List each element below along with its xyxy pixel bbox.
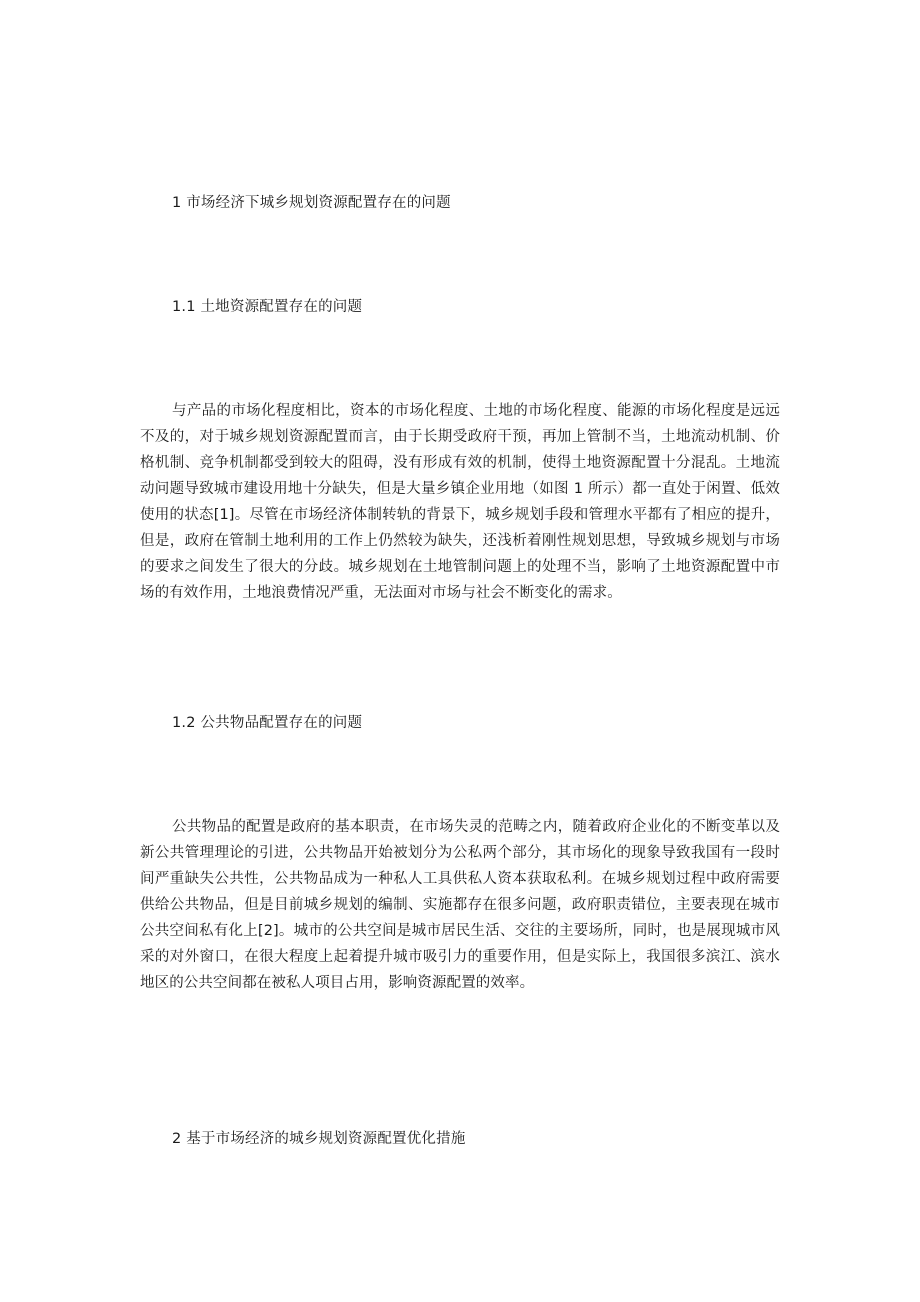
section-heading-2: 2 基于市场经济的城乡规划资源配置优化措施 — [172, 1131, 466, 1147]
section-heading-1-1: 1.1 土地资源配置存在的问题 — [172, 299, 363, 315]
section-heading-1: 1 市场经济下城乡规划资源配置存在的问题 — [172, 195, 451, 211]
paragraph-public-goods: 公共物品的配置是政府的基本职责，在市场失灵的范畴之内，随着政府企业化的不断变革以及新公共管理理论的引进，公共物品开始被划分为公私两个部分，其市场化的现象导致我国有一段时间严重缺失公共性，公共物品成为一种私人工具供私人资本获取私利。在城乡规划过程中政府需要供给公共物品，但是目前城乡规划的编制、实施都存在很多问题，政府职责错位，主要表现在城市公共空间私有化上[2]。城市的公共空间是城市居民生活、交往的主要场所，同时，也是展现城市风采的对外窗口，在很大程度上起着提升城市吸引力的重要作用，但是实际上，我国很多滨江、滨水地区的公共空间都在被私人项目占用，影响资源配置的效率。 — [140, 819, 780, 991]
paragraph-land-resources: 与产品的市场化程度相比，资本的市场化程度、土地的市场化程度、能源的市场化程度是远远不及的，对于城乡规划资源配置而言，由于长期受政府干预，再加上管制不当，土地流动机制、价格机制、竞争机制都受到较大的阻碍，没有形成有效的机制，使得土地资源配置十分混乱。土地流动问题导致城市建设用地十分缺失，但是大量乡镇企业用地（如图 1 所示）都一直处于闲置、低效使用的状态[1]。尽管在市场经济体制转轨的背景下，城乡规划手段和管理水平都有了相应的提升，但是，政府在管制土地利用的工作上仍然较为缺失，还浅析着刚性规划思想，导致城乡规划与市场的要求之间发生了很大的分歧。城乡规划在土地管制问题上的处理不当，影响了土地资源配置中市场的有效作用，土地浪费情况严重，无法面对市场与社会不断变化的需求。 — [140, 403, 780, 601]
section-heading-1-2: 1.2 公共物品配置存在的问题 — [172, 715, 363, 731]
